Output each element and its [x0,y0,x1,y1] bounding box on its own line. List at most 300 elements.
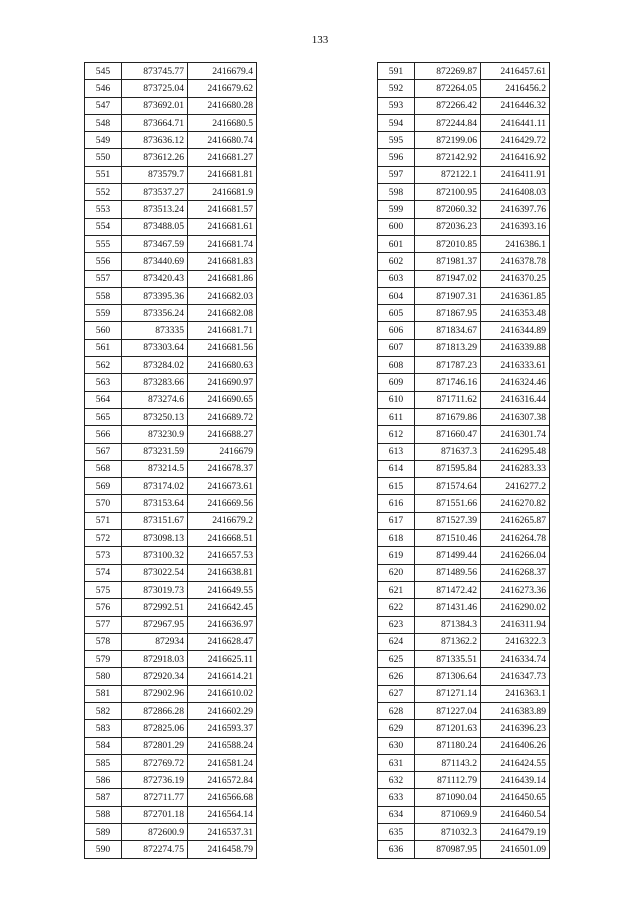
point-number-cell: 574 [85,564,122,581]
point-number-cell: 600 [378,218,415,235]
y-coordinate-cell: 2416678.37 [188,460,257,477]
table-row [85,408,257,425]
y-coordinate-cell: 2416682.08 [188,305,257,322]
x-coordinate-cell: 873098.13 [122,530,188,547]
table-row [378,460,550,477]
point-number-cell: 586 [85,772,122,789]
x-coordinate-cell: 871032.3 [415,824,481,841]
x-coordinate-cell: 873153.64 [122,495,188,512]
table-row [378,806,550,823]
x-coordinate-cell: 873636.12 [122,132,188,149]
point-number-cell: 592 [378,80,415,97]
x-coordinate-cell: 872934 [122,633,188,650]
point-number-cell: 625 [378,651,415,668]
table-row [378,270,550,287]
table-row [378,720,550,737]
x-coordinate-cell: 871499.44 [415,547,481,564]
point-number-cell: 585 [85,754,122,771]
x-coordinate-cell: 871637.3 [415,443,481,460]
y-coordinate-cell: 2416681.61 [188,218,257,235]
y-coordinate-cell: 2416628.47 [188,633,257,650]
x-coordinate-cell: 873284.02 [122,357,188,374]
table-row [378,530,550,547]
table-row [85,841,257,858]
y-coordinate-cell: 2416408.03 [481,184,550,201]
point-number-cell: 628 [378,702,415,719]
table-row [378,322,550,339]
table-row [378,633,550,650]
x-coordinate-cell: 871527.39 [415,512,481,529]
x-coordinate-cell: 873022.54 [122,564,188,581]
point-number-cell: 609 [378,374,415,391]
point-number-cell: 631 [378,754,415,771]
point-number-cell: 615 [378,478,415,495]
table-row [378,391,550,408]
y-coordinate-cell: 2416649.55 [188,581,257,598]
x-coordinate-cell: 872992.51 [122,599,188,616]
y-coordinate-cell: 2416501.09 [481,841,550,858]
point-number-cell: 572 [85,530,122,547]
point-number-cell: 620 [378,564,415,581]
point-number-cell: 617 [378,512,415,529]
x-coordinate-cell: 872902.96 [122,685,188,702]
table-row [378,824,550,841]
table-row [378,512,550,529]
point-number-cell: 582 [85,702,122,719]
table-row [378,495,550,512]
x-coordinate-cell: 872711.77 [122,789,188,806]
y-coordinate-cell: 2416344.89 [481,322,550,339]
table-row [378,149,550,166]
point-number-cell: 579 [85,651,122,668]
table-row [85,253,257,270]
table-row [85,114,257,131]
table-row [85,391,257,408]
x-coordinate-cell: 872866.28 [122,702,188,719]
x-coordinate-cell: 873100.32 [122,547,188,564]
x-coordinate-cell: 872142.92 [415,149,481,166]
point-number-cell: 549 [85,132,122,149]
y-coordinate-cell: 2416456.2 [481,80,550,97]
x-coordinate-cell: 873303.64 [122,339,188,356]
x-coordinate-cell: 871227.04 [415,702,481,719]
x-coordinate-cell: 871180.24 [415,737,481,754]
point-number-cell: 556 [85,253,122,270]
point-number-cell: 590 [85,841,122,858]
y-coordinate-cell: 2416479.19 [481,824,550,841]
x-coordinate-cell: 872199.06 [415,132,481,149]
x-coordinate-cell: 873283.66 [122,374,188,391]
x-coordinate-cell: 873250.13 [122,408,188,425]
x-coordinate-cell: 871510.46 [415,530,481,547]
point-number-cell: 634 [378,806,415,823]
point-number-cell: 597 [378,166,415,183]
point-number-cell: 630 [378,737,415,754]
y-coordinate-cell: 2416642.45 [188,599,257,616]
x-coordinate-cell: 871595.84 [415,460,481,477]
point-number-cell: 550 [85,149,122,166]
x-coordinate-cell: 871981.37 [415,253,481,270]
y-coordinate-cell: 2416411.91 [481,166,550,183]
point-number-cell: 561 [85,339,122,356]
point-number-cell: 580 [85,668,122,685]
table-row [85,443,257,460]
y-coordinate-cell: 2416636.97 [188,616,257,633]
point-number-cell: 606 [378,322,415,339]
x-coordinate-cell: 871867.95 [415,305,481,322]
point-number-cell: 552 [85,184,122,201]
point-number-cell: 595 [378,132,415,149]
point-number-cell: 608 [378,357,415,374]
y-coordinate-cell: 2416290.02 [481,599,550,616]
y-coordinate-cell: 2416458.79 [188,841,257,858]
table-row [378,339,550,356]
x-coordinate-cell: 871787.23 [415,357,481,374]
point-number-cell: 621 [378,581,415,598]
point-number-cell: 612 [378,426,415,443]
table-row [85,80,257,97]
point-number-cell: 548 [85,114,122,131]
coordinate-table-right [377,62,550,859]
table-row [378,114,550,131]
x-coordinate-cell: 873692.01 [122,97,188,114]
y-coordinate-cell: 2416690.65 [188,391,257,408]
y-coordinate-cell: 2416301.74 [481,426,550,443]
y-coordinate-cell: 2416439.14 [481,772,550,789]
point-number-cell: 555 [85,235,122,252]
y-coordinate-cell: 2416681.81 [188,166,257,183]
table-row [85,374,257,391]
x-coordinate-cell: 871112.79 [415,772,481,789]
point-number-cell: 587 [85,789,122,806]
table-row [85,754,257,771]
point-number-cell: 602 [378,253,415,270]
y-coordinate-cell: 2416680.63 [188,357,257,374]
y-coordinate-cell: 2416339.88 [481,339,550,356]
table-row [85,668,257,685]
x-coordinate-cell: 871201.63 [415,720,481,737]
point-number-cell: 601 [378,235,415,252]
point-number-cell: 569 [85,478,122,495]
point-number-cell: 624 [378,633,415,650]
y-coordinate-cell: 2416679.4 [188,63,257,80]
x-coordinate-cell: 872100.95 [415,184,481,201]
table-row [378,132,550,149]
y-coordinate-cell: 2416383.89 [481,702,550,719]
table-row [378,772,550,789]
x-coordinate-cell: 872244.84 [415,114,481,131]
x-coordinate-cell: 871362.2 [415,633,481,650]
table-row [378,668,550,685]
y-coordinate-cell: 2416424.55 [481,754,550,771]
table-row [85,806,257,823]
y-coordinate-cell: 2416396.23 [481,720,550,737]
table-row [85,305,257,322]
point-number-cell: 584 [85,737,122,754]
y-coordinate-cell: 2416681.9 [188,184,257,201]
table-row [85,581,257,598]
x-coordinate-cell: 872266.42 [415,97,481,114]
y-coordinate-cell: 2416680.5 [188,114,257,131]
table-row [85,702,257,719]
y-coordinate-cell: 2416679.62 [188,80,257,97]
x-coordinate-cell: 873231.59 [122,443,188,460]
x-coordinate-cell: 873664.71 [122,114,188,131]
point-number-cell: 577 [85,616,122,633]
point-number-cell: 596 [378,149,415,166]
table-row [378,218,550,235]
point-number-cell: 611 [378,408,415,425]
x-coordinate-cell: 872967.95 [122,616,188,633]
x-coordinate-cell: 871271.14 [415,685,481,702]
y-coordinate-cell: 2416378.78 [481,253,550,270]
table-row [378,547,550,564]
y-coordinate-cell: 2416681.86 [188,270,257,287]
y-coordinate-cell: 2416657.53 [188,547,257,564]
y-coordinate-cell: 2416610.02 [188,685,257,702]
table-row [378,737,550,754]
y-coordinate-cell: 2416460.54 [481,806,550,823]
x-coordinate-cell: 871335.51 [415,651,481,668]
point-number-cell: 575 [85,581,122,598]
point-number-cell: 603 [378,270,415,287]
point-number-cell: 576 [85,599,122,616]
x-coordinate-cell: 872036.23 [415,218,481,235]
point-number-cell: 629 [378,720,415,737]
table-row [378,235,550,252]
x-coordinate-cell: 872769.72 [122,754,188,771]
table-row [378,63,550,80]
x-coordinate-cell: 873745.77 [122,63,188,80]
x-coordinate-cell: 871746.16 [415,374,481,391]
point-number-cell: 610 [378,391,415,408]
coordinate-table-left [84,62,257,859]
table-row [85,547,257,564]
x-coordinate-cell: 873356.24 [122,305,188,322]
point-number-cell: 558 [85,287,122,304]
y-coordinate-cell: 2416307.38 [481,408,550,425]
table-row [85,633,257,650]
table-row [85,97,257,114]
x-coordinate-cell: 872122.1 [415,166,481,183]
x-coordinate-cell: 872920.34 [122,668,188,685]
table-row [85,616,257,633]
point-number-cell: 566 [85,426,122,443]
table-row [85,322,257,339]
table-row [378,408,550,425]
y-coordinate-cell: 2416689.72 [188,408,257,425]
x-coordinate-cell: 871143.2 [415,754,481,771]
x-coordinate-cell: 871306.64 [415,668,481,685]
x-coordinate-cell: 873579.7 [122,166,188,183]
y-coordinate-cell: 2416322.3 [481,633,550,650]
point-number-cell: 553 [85,201,122,218]
y-coordinate-cell: 2416668.51 [188,530,257,547]
y-coordinate-cell: 2416614.21 [188,668,257,685]
x-coordinate-cell: 873440.69 [122,253,188,270]
x-coordinate-cell: 872701.18 [122,806,188,823]
point-number-cell: 619 [378,547,415,564]
table-row [378,201,550,218]
table-row [378,581,550,598]
x-coordinate-cell: 873019.73 [122,581,188,598]
y-coordinate-cell: 2416334.74 [481,651,550,668]
y-coordinate-cell: 2416333.61 [481,357,550,374]
table-row [378,166,550,183]
point-number-cell: 635 [378,824,415,841]
point-number-cell: 578 [85,633,122,650]
y-coordinate-cell: 2416316.44 [481,391,550,408]
point-number-cell: 564 [85,391,122,408]
y-coordinate-cell: 2416277.2 [481,478,550,495]
x-coordinate-cell: 873274.6 [122,391,188,408]
table-row [378,357,550,374]
table-row [378,426,550,443]
table-row [85,478,257,495]
point-number-cell: 623 [378,616,415,633]
x-coordinate-cell: 871384.3 [415,616,481,633]
x-coordinate-cell: 871489.56 [415,564,481,581]
point-number-cell: 622 [378,599,415,616]
x-coordinate-cell: 871431.46 [415,599,481,616]
point-number-cell: 588 [85,806,122,823]
y-coordinate-cell: 2416625.11 [188,651,257,668]
y-coordinate-cell: 2416537.31 [188,824,257,841]
table-row [85,184,257,201]
y-coordinate-cell: 2416669.56 [188,495,257,512]
y-coordinate-cell: 2416265.87 [481,512,550,529]
table-row [378,841,550,858]
table-row [378,702,550,719]
table-row [85,149,257,166]
x-coordinate-cell: 873230.9 [122,426,188,443]
y-coordinate-cell: 2416602.29 [188,702,257,719]
x-coordinate-cell: 873151.67 [122,512,188,529]
y-coordinate-cell: 2416324.46 [481,374,550,391]
y-coordinate-cell: 2416450.65 [481,789,550,806]
x-coordinate-cell: 871947.02 [415,270,481,287]
y-coordinate-cell: 2416363.1 [481,685,550,702]
point-number-cell: 570 [85,495,122,512]
table-row [378,184,550,201]
table-row [378,305,550,322]
table-row [85,512,257,529]
y-coordinate-cell: 2416681.56 [188,339,257,356]
y-coordinate-cell: 2416581.24 [188,754,257,771]
table-row [85,495,257,512]
point-number-cell: 616 [378,495,415,512]
y-coordinate-cell: 2416393.16 [481,218,550,235]
y-coordinate-cell: 2416681.74 [188,235,257,252]
point-number-cell: 554 [85,218,122,235]
table-row [85,218,257,235]
table-row [85,564,257,581]
y-coordinate-cell: 2416638.81 [188,564,257,581]
table-row [85,772,257,789]
point-number-cell: 563 [85,374,122,391]
point-number-cell: 591 [378,63,415,80]
x-coordinate-cell: 872264.05 [415,80,481,97]
table-row [85,737,257,754]
table-row [85,132,257,149]
point-number-cell: 567 [85,443,122,460]
point-number-cell: 571 [85,512,122,529]
x-coordinate-cell: 871834.67 [415,322,481,339]
x-coordinate-cell: 871711.62 [415,391,481,408]
y-coordinate-cell: 2416457.61 [481,63,550,80]
table-row [85,426,257,443]
point-number-cell: 626 [378,668,415,685]
table-row [85,235,257,252]
table-row [378,287,550,304]
y-coordinate-cell: 2416680.28 [188,97,257,114]
point-number-cell: 559 [85,305,122,322]
y-coordinate-cell: 2416397.76 [481,201,550,218]
point-number-cell: 618 [378,530,415,547]
y-coordinate-cell: 2416386.1 [481,235,550,252]
table-row [85,824,257,841]
table-row [378,478,550,495]
x-coordinate-cell: 871069.9 [415,806,481,823]
x-coordinate-cell: 872736.19 [122,772,188,789]
table-row [378,374,550,391]
y-coordinate-cell: 2416572.84 [188,772,257,789]
point-number-cell: 599 [378,201,415,218]
y-coordinate-cell: 2416679.2 [188,512,257,529]
x-coordinate-cell: 872269.87 [415,63,481,80]
y-coordinate-cell: 2416593.37 [188,720,257,737]
point-number-cell: 557 [85,270,122,287]
y-coordinate-cell: 2416588.24 [188,737,257,754]
table-row [378,97,550,114]
x-coordinate-cell: 872918.03 [122,651,188,668]
point-number-cell: 605 [378,305,415,322]
point-number-cell: 636 [378,841,415,858]
x-coordinate-cell: 873725.04 [122,80,188,97]
x-coordinate-cell: 873335 [122,322,188,339]
y-coordinate-cell: 2416673.61 [188,478,257,495]
x-coordinate-cell: 873537.27 [122,184,188,201]
y-coordinate-cell: 2416295.48 [481,443,550,460]
y-coordinate-cell: 2416429.72 [481,132,550,149]
point-number-cell: 581 [85,685,122,702]
y-coordinate-cell: 2416268.37 [481,564,550,581]
table-row [85,287,257,304]
point-number-cell: 551 [85,166,122,183]
x-coordinate-cell: 871551.66 [415,495,481,512]
table-row [85,651,257,668]
table-row [378,80,550,97]
point-number-cell: 607 [378,339,415,356]
y-coordinate-cell: 2416446.32 [481,97,550,114]
y-coordinate-cell: 2416688.27 [188,426,257,443]
point-number-cell: 589 [85,824,122,841]
point-number-cell: 613 [378,443,415,460]
table-row [378,599,550,616]
x-coordinate-cell: 872600.9 [122,824,188,841]
table-row [85,720,257,737]
point-number-cell: 573 [85,547,122,564]
table-row [378,754,550,771]
y-coordinate-cell: 2416270.82 [481,495,550,512]
y-coordinate-cell: 2416283.33 [481,460,550,477]
table-row [85,357,257,374]
x-coordinate-cell: 870987.95 [415,841,481,858]
point-number-cell: 583 [85,720,122,737]
table-row [85,201,257,218]
table-row [378,564,550,581]
y-coordinate-cell: 2416679 [188,443,257,460]
